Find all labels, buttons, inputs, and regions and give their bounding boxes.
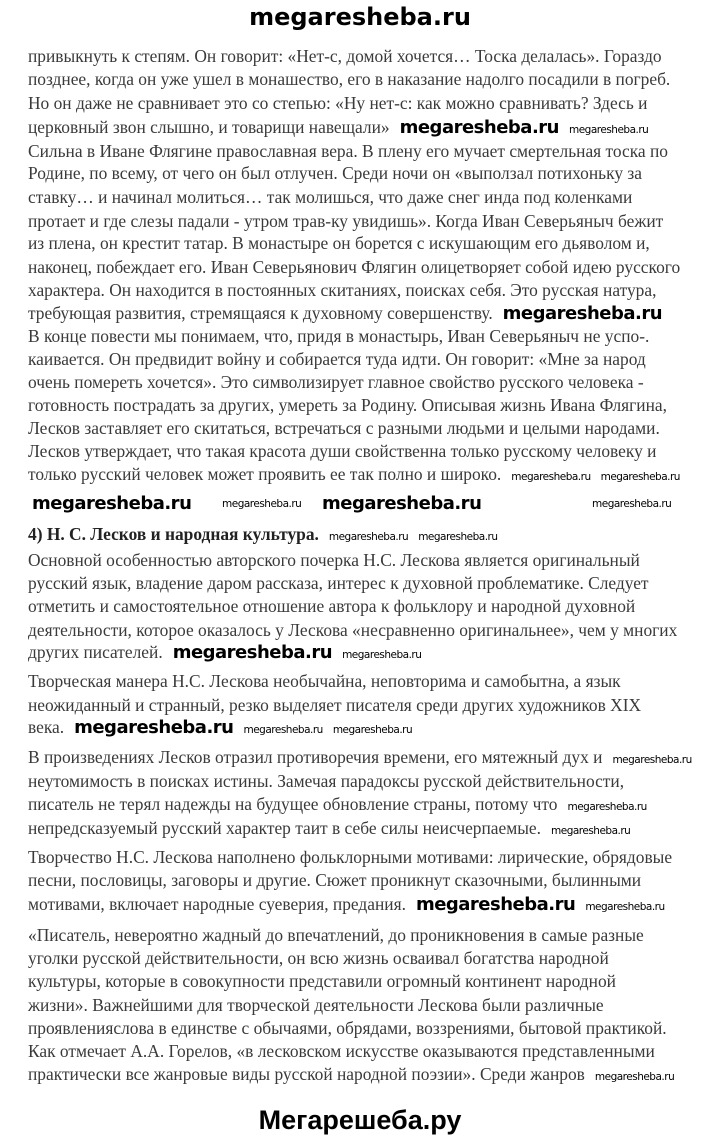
- line-text: каивается. Он предвидит войну и собирается туда идти. Он говорит: «Мне за народ: [28, 349, 646, 369]
- line-text: русский язык, владение даром рассказа, интерес к духовной проблематике. Следует: [28, 573, 649, 593]
- line-text: Основной особенностью авторского почерка Н.С. Лескова является оригинальный: [28, 550, 640, 570]
- line-text: проявленияслова в единстве с обычаями, обрядами, воззрениями, бытовой практикой.: [28, 1018, 667, 1038]
- text-line: [28, 894, 665, 917]
- text-line: [28, 187, 632, 207]
- line-text: В произведениях Лесков отразил противоречия времени, его мятежный дух и: [28, 747, 603, 767]
- watermark: megaresheba.ru: [600, 471, 680, 483]
- text-line: [28, 141, 668, 161]
- text-line: [28, 211, 663, 231]
- line-text: наконец, побеждает его. Иван Северьянович Флягин олицетворяет собой идею русского: [28, 257, 681, 277]
- watermark: megaresheba.ru: [399, 117, 559, 138]
- text-line: [28, 93, 648, 113]
- watermark: megaresheba.ru: [551, 825, 631, 837]
- line-text: из плена, он крестит татар. В монастыре он борется с искушающим его дьяволом и,: [28, 233, 650, 253]
- watermark: megaresheba.ru: [172, 642, 333, 663]
- line-text: уголки русской действительности, он всю жизнь осваивал богатства народной: [28, 948, 609, 968]
- line-text: протает и где слезы падали - утром трав-ку увидишь». Когда Иван Северьяныч бежит: [28, 211, 664, 231]
- text-line: [28, 695, 641, 715]
- line-text: Лесков заставляет его скитаться, встречаться с разными людьми и целыми народами.: [28, 418, 660, 438]
- text-line: [28, 303, 662, 324]
- text-line: [28, 971, 616, 991]
- watermark: megaresheba.ru: [592, 498, 672, 510]
- text-line: [28, 671, 621, 691]
- text-line: [28, 642, 421, 665]
- line-text: только русский человек может проявить ее так полно и широко.: [28, 464, 502, 484]
- line-text: ставку… и начинал молиться… так молишься, что даже снег инда под коленками: [28, 187, 633, 207]
- watermark: megaresheba.ru: [612, 754, 692, 766]
- text-line: [28, 995, 604, 1015]
- watermark: megaresheba.ru: [74, 717, 234, 738]
- watermark: megaresheba.ru: [322, 493, 482, 514]
- text-line: [28, 818, 630, 841]
- text-line: [28, 1018, 667, 1038]
- line-text: Родине, по всему, от чего он был отлучен. Среди ночи он «выползал потихоньку за: [28, 163, 642, 183]
- line-text: Творческая манера Н.С. Лескова необычайна, неповторима и самобытна, а язык: [28, 671, 621, 691]
- line-text: отметить и самостоятельное отношение автора к фольклору и народной духовной: [28, 596, 636, 616]
- watermark: megaresheba.ru: [511, 471, 591, 483]
- text-line: [28, 441, 656, 461]
- text-line: [28, 349, 646, 369]
- watermark: megaresheba.ru: [222, 498, 302, 510]
- text-line: [28, 573, 649, 593]
- text-line: [28, 550, 640, 570]
- watermark: megaresheba.ru: [415, 894, 576, 915]
- line-text: писатель не терял надежды на будущее обновление страны, потому что: [28, 794, 558, 814]
- text-line: [28, 326, 649, 346]
- watermark: megaresheba.ru: [328, 531, 409, 543]
- text-line: [28, 257, 680, 277]
- text-line: [28, 620, 677, 640]
- watermark: megaresheba.ru: [502, 303, 663, 324]
- line-text: характера. Он находится в постоянных скитаниях, поисках себя. Это русская натура,: [28, 280, 657, 300]
- line-text: деятельности, которое оказалось у Лескова «несравненно оригинальнее», чем у многих: [28, 620, 678, 640]
- line-text: требующая развития, стремящаяся к духовному совершенству.: [28, 303, 493, 323]
- text-line: [28, 847, 672, 867]
- text-line: [28, 117, 648, 140]
- watermark: megaresheba.ru: [585, 901, 665, 913]
- line-text: неожиданный и странный, резко выделяет писателя среди других художников XIX: [28, 695, 642, 715]
- line-text: мотивами, включает народные суеверия, предания.: [28, 894, 406, 914]
- line-text: жизни». Важнейшими для творческой деятельности Лескова были различные: [28, 995, 604, 1015]
- text-line: [28, 870, 641, 890]
- line-text: готовность пострадать за других, умереть за Родину. Описывая жизнь Ивана Флягина,: [28, 395, 667, 415]
- text-line: [28, 1041, 655, 1061]
- text-line: [28, 717, 412, 740]
- watermark: megaresheba.ru: [418, 531, 498, 543]
- line-text: церковный звон слышно, и товарищи навещали»: [28, 117, 390, 137]
- line-text: других писателей.: [28, 642, 163, 662]
- site-footer-watermark: Мегарешеба.ру: [258, 1105, 462, 1135]
- text-line: [28, 46, 662, 66]
- text-line: [28, 596, 635, 616]
- text-line: [28, 948, 609, 968]
- text-line: [28, 395, 667, 415]
- line-text: Лесков утверждает, что такая красота души свойственна только русскому человеку и: [28, 441, 657, 461]
- text-line: [28, 1064, 674, 1087]
- line-text: культуры, которые в совокупности представили огромный континент народной: [28, 971, 616, 991]
- line-text: практически все жанровые виды русской народной поэзии». Среди жанров: [28, 1064, 585, 1084]
- line-text: Как отмечает А.А. Горелов, «в лесковском искусстве оказываются представленными: [28, 1041, 655, 1061]
- watermark-row: [0, 494, 720, 518]
- text-line: [28, 233, 650, 253]
- line-text: Но он даже не сравнивает это со степью: «Ну нет-с: как можно сравнивать? Здесь и: [28, 93, 648, 113]
- watermark: megaresheba.ru: [568, 124, 649, 136]
- line-text: песни, пословицы, заговоры и другие. Сюжет проникнут сказочными, былинными: [28, 870, 642, 890]
- watermark: megaresheba.ru: [332, 724, 413, 736]
- line-text: позднее, когда он уже ушел в монашество, его в наказание надолго посадили в погреб.: [28, 69, 671, 89]
- line-text: очень помереть хочется». Это символизирует главное свойство русского человека -: [28, 372, 644, 392]
- watermark: megaresheba.ru: [243, 724, 323, 736]
- line-text: привыкнуть к степям. Он говорит: «Нет-с, домой хочется… Тоска делалась». Гораздо: [28, 46, 662, 66]
- text-line: [28, 771, 624, 791]
- watermark: megaresheba.ru: [342, 649, 422, 661]
- line-text: «Писатель, невероятно жадный до впечатлений, до проникновения в самые разные: [28, 925, 644, 945]
- text-line: [28, 418, 660, 438]
- line-text: века.: [28, 717, 65, 737]
- line-text: Творчество Н.С. Лескова наполнено фольклорными мотивами: лирические, обрядовые: [28, 847, 673, 867]
- section-heading: [28, 524, 498, 547]
- line-text: непредсказуемый русский характер таит в себе силы неисчерпаемые.: [28, 818, 541, 838]
- watermark: megaresheba.ru: [32, 493, 192, 514]
- text-line: [28, 372, 644, 392]
- line-text: неутомимость в поисках истины. Замечая парадоксы русской действительности,: [28, 771, 625, 791]
- line-text: В конце повести мы понимаем, что, придя в монастырь, Иван Северьяныч не успо-.: [28, 326, 650, 346]
- line-text: Сильна в Иване Флягине православная вера. В плену его мучает смертельная тоска по: [28, 141, 668, 161]
- text-line: [28, 464, 680, 487]
- text-line: [28, 794, 647, 817]
- text-line: [28, 69, 670, 89]
- text-line: [28, 925, 644, 945]
- text-line: [28, 163, 642, 183]
- site-header-watermark: megaresheba.ru: [249, 3, 471, 31]
- text-line: [28, 280, 656, 300]
- text-line: [28, 747, 692, 770]
- watermark: megaresheba.ru: [567, 801, 647, 813]
- line-text: 4) Н. С. Лесков и народная культура.: [28, 524, 319, 544]
- watermark: megaresheba.ru: [594, 1071, 675, 1083]
